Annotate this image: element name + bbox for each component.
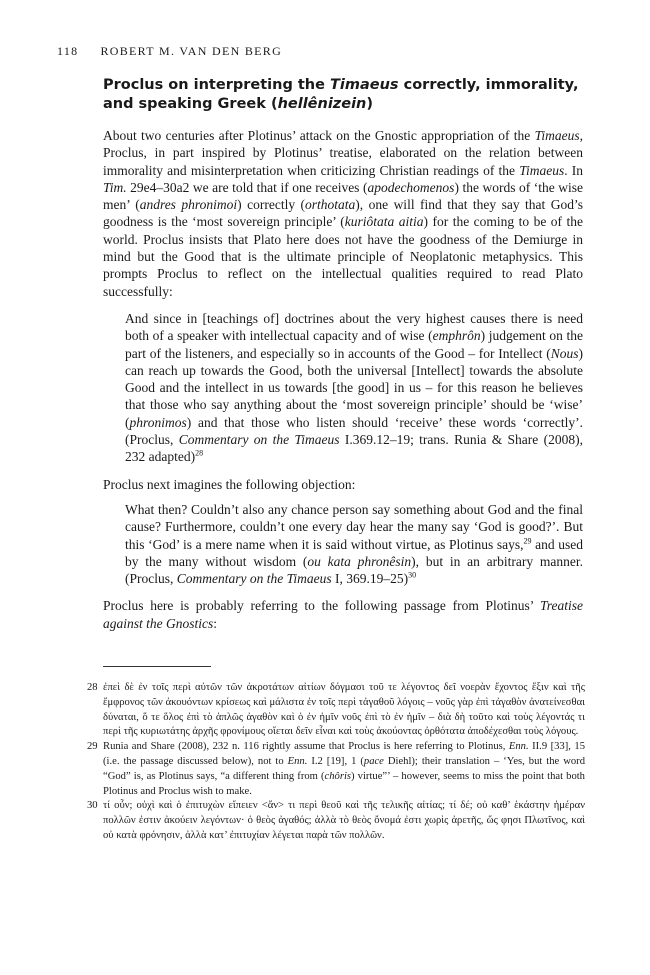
footnote-30 [87, 799, 585, 843]
title-text: Proclus on interpreting the [103, 77, 331, 93]
footnote-number: 28 [87, 682, 98, 693]
footnote-number: 30 [87, 800, 98, 812]
running-header [57, 44, 282, 59]
footnote-ref-28[interactable]: 28 [195, 448, 204, 458]
block-quote-2: What then? Couldn’t also any chance person say something about God and the final cause? Furthermore, couldn’t one every day hear the many say ‘God is good?’. But this ‘God’ is a mere name when it is said without virtue, as Plotinus says,$^{29}$ and used by the many without wisdom (ou kata phronêsin), but in an arbitrary manner. (Proclus, Commentary on the Timaeus I, 369.19–25)$^{30}$ [125, 501, 583, 587]
paragraph-intro: About two centuries after Plotinus’ attack on the Gnostic appropriation of the Timaeus, Proclus, in part inspired by Plotinus’ treatise, elaborated on the relation between immorality and misinterpretation when criticizing Christian readings of the Timaeus. In Tim. 29e4–30a2 we are told that if one receives (apodechomenos) the words of ‘the wise men’ (andres phronimoi) correctly (orthotata), one will find that they say that God’s goodness is the ‘most sovereign principle’ (kuriôtata aitia) for the coming to be of the world. Proclus insists that Plato here does not have the goodness of the Demiurge in mind but the Good that is the ultimate principle of Neoplatonic metaphysics. This prompts Proclus to reflect on the intellectual qualities required to read Plato successfully: [103, 128, 584, 299]
title-italic: Timaeus [330, 77, 399, 93]
page-number: 118 [57, 44, 79, 58]
running-title: ROBERT M. VAN DEN BERG [100, 44, 283, 58]
paragraph-plotinus: Proclus here is probably referring to the following passage from Plotinus’ Treatise against the Gnostics: [103, 598, 583, 631]
section-title [103, 76, 593, 114]
title-italic: hellênizein [277, 96, 367, 112]
footnote-text: ἐπεὶ δὲ ἐν τοῖς περὶ αὐτῶν τῶν ἀκροτάτων αἰτίων δόγμασι τοῦ τε λέγοντος δεῖ νοερὰν ἔχοντος ἕξιν καὶ τῆς ἔμφρονος τῶν ἀκουόντων κρίσεως καὶ μάλιστα ἐν τοῖς περὶ τἀγαθοῦ λόγοις – νοῦς γὰρ ἐπὶ τἀγαθὸν ἀνατείνεσθαι δύναται, ὅ τε ὅλος ἐπὶ τὸ ἁπλῶς ἀγαθὸν καὶ ὁ ἐν ἡμῖν νοῦς ἐπὶ τὸ ἐν ἡμῖν – διὰ δὴ τοῦτο καὶ τοὺς λέγοντάς τι περὶ τῆς κυριωτάτης ἀρχῆς φρονίμους οἴεται δεῖν εἶναι καὶ τοὺς ἀκούοντας ὀρθότατα ἀποδέχεσθαι τοὺς λόγους. [103, 682, 585, 738]
footnote-text: τί οὖν; οὐχὶ καὶ ὁ ἐπιτυχὼν εἴπειεν <ἄν> τι περὶ θεοῦ καὶ τῆς τελικῆς αἰτίας; τί δέ; οὐ καθ’ ἑκάστην ἡμέραν πολλῶν ἐστιν ἀκούειν λεγόντων· ὁ θεὸς ἀγαθός; ἀλλὰ τὸ θεὸς ὄνομά ἐστι χωρὶς ἀρετῆς, ὥς φησι Πλωτῖνος, καὶ οὐ κατὰ φρόνησιν, ἀλλὰ κατ’ ἐπιτυχίαν λέγεται παρὰ τῶν πολλῶν. [103, 800, 585, 841]
footnote-ref-29[interactable]: 29 [523, 536, 532, 546]
footnote-number: 29 [87, 741, 98, 753]
footnote-divider [103, 666, 211, 667]
footnote-ref-30[interactable]: 30 [408, 570, 417, 580]
footnotes [87, 681, 585, 844]
footnote-28 [87, 681, 585, 740]
paragraph-objection: Proclus next imagines the following objection: [103, 476, 356, 492]
title-text: ) [366, 96, 374, 112]
block-quote-1: And since in [teachings of] doctrines about the very highest causes there is need both of a speaker with intellectual capacity and of wise (emphrôn) judgement on the part of the listeners, and especially so in accounts of the Good – for Intellect (Nous) can reach up towards the Good, both the universal [Intellect] towards the absolute Good and the intellect in us towards [the good] in us – for this reason he believes that those who say anything about the ‘most sovereign principle’ should be ‘wise’ (phronimos) and that those who listen should ‘receive’ these words ‘correctly’. (Proclus, Commentary on the Timaeus I.369.12–19; trans. Runia & Share (2008), 232 adapted)$^{28}$ [125, 310, 583, 465]
footnote-text: Runia and Share (2008), 232 n. 116 rightly assume that Proclus is here referring to Plotinus, Enn. II.9 [33], 15 (i.e. the passage discussed below), not to Enn. I.2 [19], 1 (pace Diehl); their translation – ‘Yes, but the word “God” is, as Plotinus says, “a different thing from (chôris) virtue”’ – however, seems to miss the point that both Plotinus and Proclus wish to make. [103, 741, 585, 797]
footnote-29 [87, 740, 585, 799]
title-text: correctly, immorality, and speaking Greek ( [103, 77, 579, 112]
body-text [103, 127, 583, 642]
